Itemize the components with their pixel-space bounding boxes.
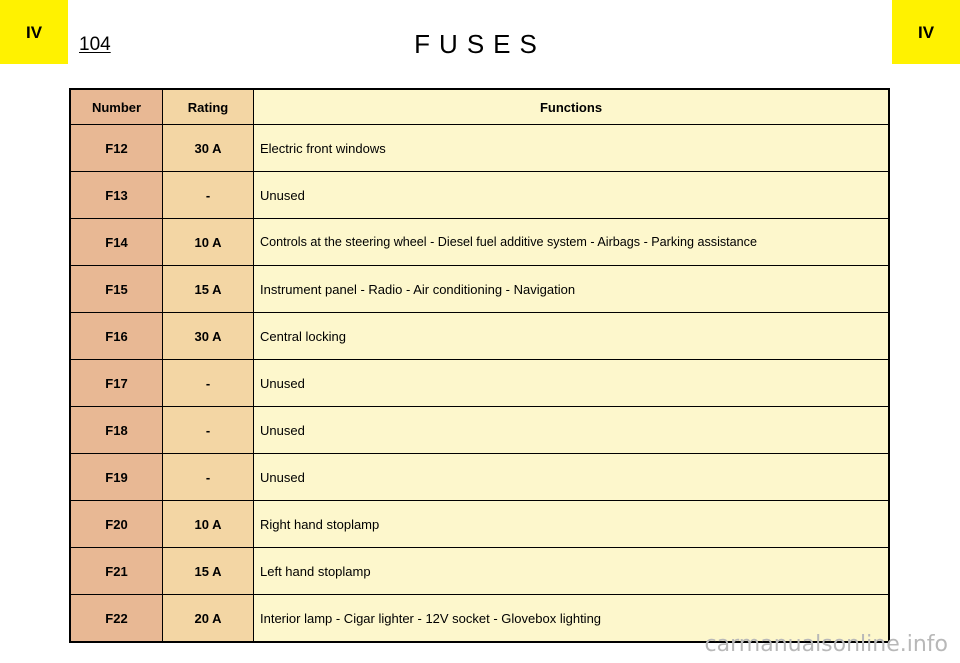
page-number: 104 (79, 34, 111, 55)
fuse-number-cell: F12 (70, 125, 163, 172)
fuse-number-cell: F13 (70, 172, 163, 219)
fuse-rating-cell: 20 A (163, 595, 254, 643)
fuse-function-cell: Unused (254, 454, 890, 501)
page-title: FUSES (414, 29, 546, 59)
fuse-rating-cell: 30 A (163, 125, 254, 172)
fuse-number-cell: F22 (70, 595, 163, 643)
fuse-rating-cell: - (163, 172, 254, 219)
table-row (70, 454, 889, 501)
watermark: carmanualsonline.info (704, 632, 948, 657)
fuse-number-cell: F14 (70, 219, 163, 266)
fuse-rating-cell: 15 A (163, 548, 254, 595)
fuse-function-cell: Unused (254, 172, 890, 219)
fuse-function-cell: Instrument panel - Radio - Air conditioning - Navigation (254, 266, 890, 313)
fuse-function-cell: Left hand stoplamp (254, 548, 890, 595)
section-label-right: IV (917, 22, 935, 42)
fuse-function-cell: Controls at the steering wheel - Diesel fuel additive system - Airbags - Parking assistance (254, 219, 890, 266)
fuse-number-cell: F17 (70, 360, 163, 407)
section-label-left: IV (25, 22, 43, 42)
table-row (70, 313, 889, 360)
fuse-function-cell: Right hand stoplamp (254, 501, 890, 548)
table-row (70, 266, 889, 313)
fuse-rating-cell: 10 A (163, 219, 254, 266)
fuse-rating-cell: - (163, 360, 254, 407)
fuse-number-cell: F16 (70, 313, 163, 360)
column-header-rating: Rating (163, 89, 254, 125)
fuse-function-cell: Unused (254, 407, 890, 454)
fuse-function-cell: Interior lamp - Cigar lighter - 12V socket - Glovebox lighting (254, 595, 890, 643)
fuse-function-cell: Unused (254, 360, 890, 407)
table-row (70, 501, 889, 548)
table-header-row (70, 89, 889, 125)
fuse-rating-cell: - (163, 407, 254, 454)
column-header-number: Number (70, 89, 163, 125)
column-header-functions: Functions (254, 89, 890, 125)
fuse-rating-cell: 15 A (163, 266, 254, 313)
fuse-table (69, 88, 890, 643)
table-row (70, 548, 889, 595)
fuse-function-cell: Central locking (254, 313, 890, 360)
table-row (70, 360, 889, 407)
fuse-rating-cell: 10 A (163, 501, 254, 548)
fuse-number-cell: F15 (70, 266, 163, 313)
fuse-number-cell: F21 (70, 548, 163, 595)
fuse-number-cell: F19 (70, 454, 163, 501)
fuse-number-cell: F20 (70, 501, 163, 548)
fuse-rating-cell: - (163, 454, 254, 501)
fuse-number-cell: F18 (70, 407, 163, 454)
table-row (70, 407, 889, 454)
table-row (70, 125, 889, 172)
table-row (70, 172, 889, 219)
fuse-rating-cell: 30 A (163, 313, 254, 360)
table-row (70, 219, 889, 266)
fuse-function-cell: Electric front windows (254, 125, 890, 172)
